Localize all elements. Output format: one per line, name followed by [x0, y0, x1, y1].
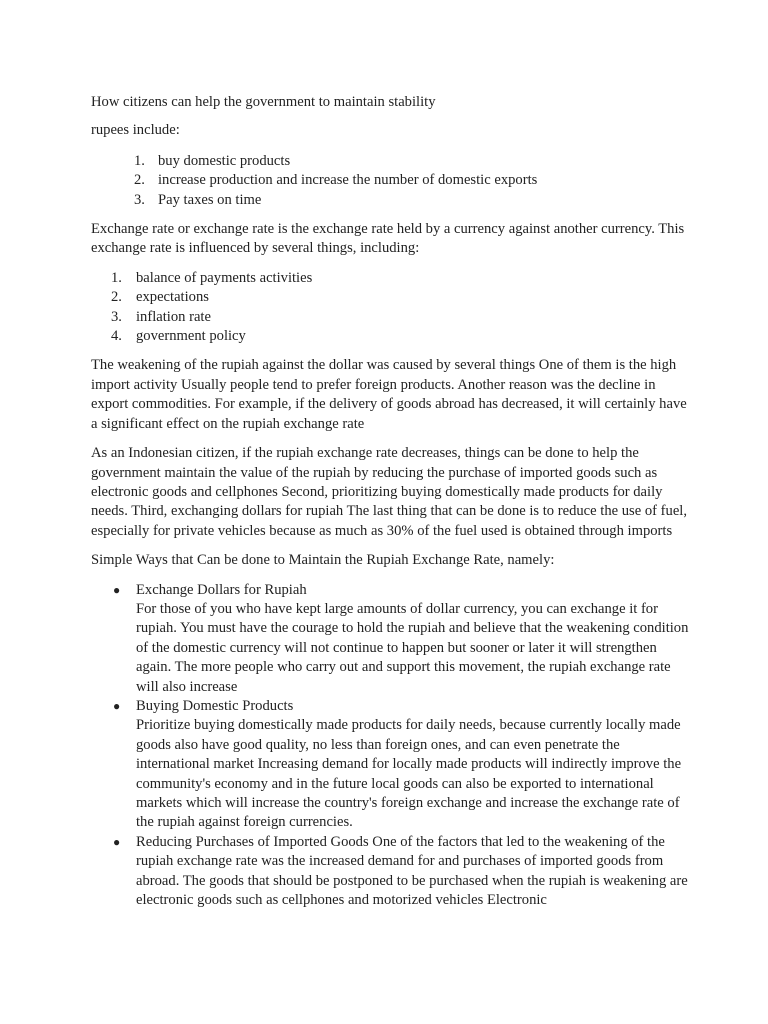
document-body: [91, 93, 691, 910]
list-number: 2.: [111, 289, 122, 306]
list-number: 4.: [111, 328, 122, 345]
list-number: 3.: [134, 191, 145, 208]
paragraph-simple-ways: Simple Ways that Can be done to Maintain the Rupiah Exchange Rate, namely:: [91, 552, 555, 569]
intro-line: rupees include:: [91, 122, 180, 139]
list-item-text: inflation rate: [136, 308, 211, 325]
list-item: [111, 269, 691, 288]
paragraph-exchange-rate: Exchange rate or exchange rate is the exchange rate held by a currency against another currency. This exchange rate is influenced by several things, including:: [91, 221, 685, 257]
document-title: How citizens can help the government to maintain stability: [91, 94, 436, 110]
bullet-item: [113, 697, 691, 833]
list-item-text: government policy: [136, 328, 246, 345]
bullet-icon: ●: [113, 582, 121, 597]
bullet-item: [113, 581, 691, 697]
list-number: 3.: [111, 308, 122, 325]
simple-ways-list: [113, 581, 691, 911]
bullet-item: [113, 833, 691, 911]
citizen-help-list: [134, 152, 691, 210]
list-item: [111, 327, 691, 346]
bullet-text: Prioritize buying domestically made products for daily needs, because currently locally made goods also have good quality, no less than foreign ones, and can even penetrate the international market Increasing demand for locally made products will indirectly improve the community's economy and in the future local goods can also be exported to international markets which will increase the country's foreign exchange and increase the exchange rate of the rupiah against foreign currencies.: [136, 717, 682, 831]
bullet-text: Reducing Purchases of Imported Goods One of the factors that led to the weakening of the rupiah exchange rate was the increased demand for and purchases of imported goods from abroad. The goods that should be postponed to be purchased when the rupiah is weakening are electronic goods such as cellphones and motorized vehicles Electronic: [136, 833, 688, 909]
bullet-icon: ●: [113, 834, 121, 849]
list-number: 1.: [134, 152, 145, 169]
list-item-text: buy domestic products: [158, 152, 291, 169]
list-item-text: increase production and increase the number of domestic exports: [158, 172, 538, 189]
bullet-heading: Exchange Dollars for Rupiah: [136, 581, 307, 598]
paragraph-weakening: The weakening of the rupiah against the dollar was caused by several things One of them is the high import activity Usually people tend to prefer foreign products. Another reason was the decline in export commodities. For example, if the delivery of goods abroad has decreased, it will certainly have a significant effect on the rupiah exchange rate: [91, 357, 687, 432]
list-item: [134, 191, 691, 210]
list-item: [111, 288, 691, 307]
list-item-text: expectations: [136, 289, 209, 306]
list-number: 1.: [111, 269, 122, 286]
list-item: [111, 308, 691, 327]
list-item: [134, 171, 691, 190]
bullet-heading: Buying Domestic Products: [136, 697, 294, 714]
bullet-text: For those of you who have kept large amounts of dollar currency, you can exchange it for rupiah. You must have the courage to hold the rupiah and believe that the weakening condition of the domestic currency will not continue to happen but sooner or later it will strengthen again. The more people who carry out and support this movement, the rupiah exchange rate will also increase: [136, 600, 689, 695]
influence-factors-list: [111, 269, 691, 347]
list-item: [134, 152, 691, 171]
list-item-text: balance of payments activities: [136, 269, 313, 286]
paragraph-citizen: As an Indonesian citizen, if the rupiah exchange rate decreases, things can be done to help the government maintain the value of the rupiah by reducing the purchase of imported goods such as electronic goods and cellphones Second, prioritizing buying domestically made products for daily needs. Third, exchanging dollars for rupiah The last thing that can be done is to reduce the use of fuel, especially for private vehicles because as much as 30% of the fuel used is obtained through imports: [91, 445, 688, 539]
list-item-text: Pay taxes on time: [158, 191, 262, 208]
bullet-icon: ●: [113, 698, 121, 713]
list-number: 2.: [134, 172, 145, 189]
